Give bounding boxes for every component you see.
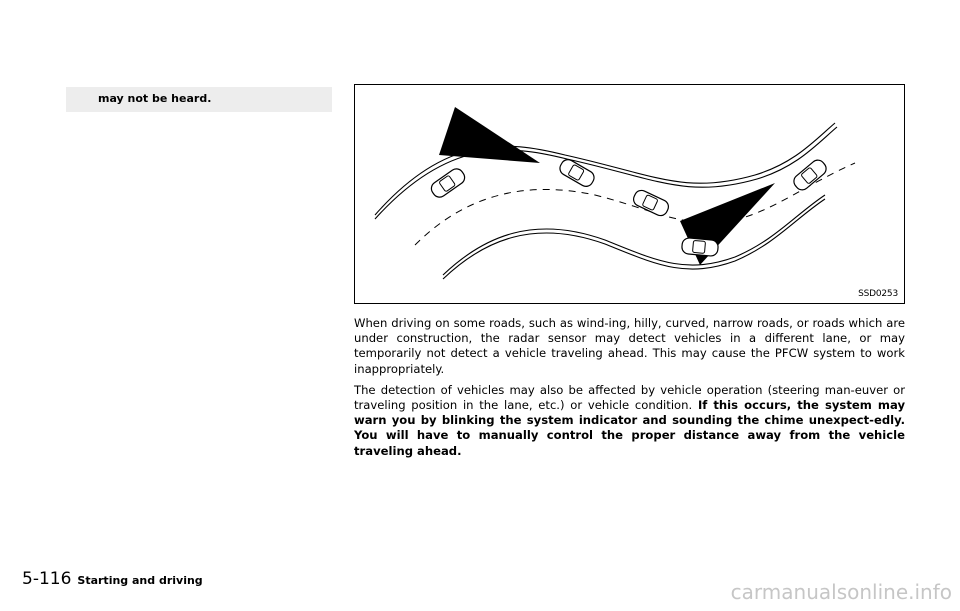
page-number: 5-116	[22, 569, 72, 589]
road-curve-diagram	[355, 85, 904, 303]
watermark: carmanualsonline.info	[730, 580, 952, 604]
road-illustration	[354, 84, 905, 304]
car-icon	[631, 188, 670, 218]
page-footer	[22, 569, 203, 589]
section-title: Starting and driving	[77, 574, 203, 587]
paragraph-2-bold: If this occurs, the system may warn you by blinking the system indicator and sounding the chime unexpect-edly. You will have to manually control the proper distance away from the vehicle traveling ahead.	[354, 398, 906, 458]
figure-id: SSD0253	[858, 289, 898, 299]
body-text	[354, 316, 905, 465]
paragraph-1: When driving on some roads, such as wind-ing, hilly, curved, narrow roads, or roads which are under construction, the radar sensor may detect vehicles in a different lane, or may temporarily not detect a vehicle traveling ahead. This may cause the PFCW system to work inappropriately.	[354, 316, 905, 376]
warning-text: may not be heard.	[98, 92, 212, 105]
car-icon	[791, 157, 829, 192]
car-icon	[429, 166, 468, 200]
car-icon	[681, 237, 718, 256]
paragraph-2-text: The detection of vehicles may also be affected by vehicle operation (steering man-euver or traveling position in the lane, etc.) or vehicle condition.	[354, 382, 905, 413]
warning-continuation-box	[66, 87, 332, 112]
paragraph-2	[354, 383, 905, 459]
